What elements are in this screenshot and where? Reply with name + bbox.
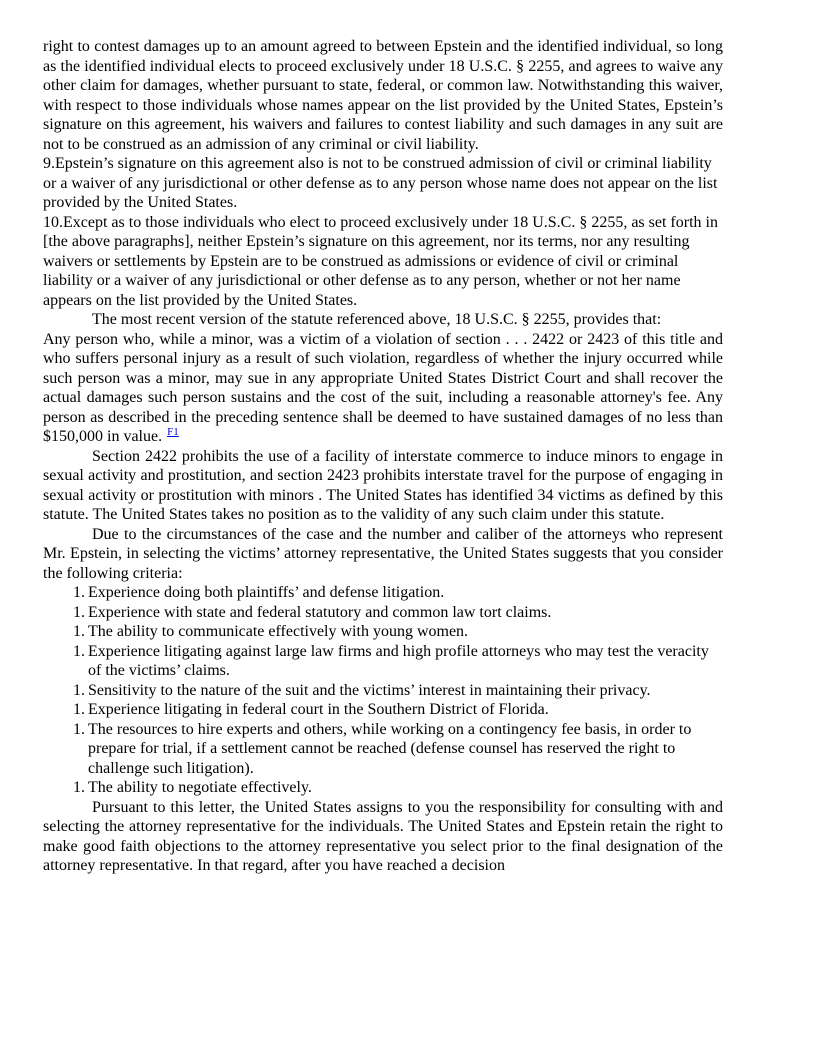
list-item [43, 700, 723, 720]
list-marker: 1. [73, 603, 85, 621]
list-marker: 1. [73, 720, 85, 738]
body-paragraph-section-2422: Section 2422 prohibits the use of a facility of interstate commerce to induce minors to engage in sexual activity and prostitution, and section 2423 prohibits interstate travel for the purpose of engaging in sexual activity or prostitution with minors . The United States has identified 34 victims as defined by this statute. The United States takes no position as to the validity of any such claim under this statute. [43, 447, 723, 523]
list-item [43, 720, 723, 779]
body-paragraph-closing: Pursuant to this letter, the United States assigns to you the responsibility for consulting with and selecting the attorney representative for the individuals. The United States and Epstein retain the right to make good faith objections to the attorney representative you select prior to the final designation of the attorney representative. In that regard, after you have reached a decision [43, 798, 723, 874]
numbered-paragraph-9: 9.Epstein’s signature on this agreement also is not to be construed admission of civil or criminal liability or a waiver of any jurisdictional or other defense as to any person whose name does not appear on the list provided by the United States. [43, 155, 718, 211]
list-item [43, 681, 723, 701]
list-item-text: The ability to communicate effectively with young women. [88, 623, 469, 640]
list-item [43, 642, 723, 681]
list-item [43, 603, 723, 623]
list-item-text: Experience doing both plaintiffs’ and defense litigation. [88, 584, 445, 601]
list-item-text: Sensitivity to the nature of the suit and the victims’ interest in maintaining their privacy. [88, 681, 651, 699]
statute-quote-paragraph [43, 330, 723, 447]
body-paragraph-criteria-intro: Due to the circumstances of the case and the number and caliber of the attorneys who represent Mr. Epstein, in selecting the victims’ attorney representative, the United States suggests that you consider the following criteria: [43, 525, 723, 582]
list-item-text: Experience litigating in federal court in the Southern District of Florida. [88, 701, 549, 718]
list-item-text: Experience litigating against large law firms and high profile attorneys who may test the veracity of the victims’ claims. [88, 642, 709, 679]
numbered-paragraph-10: 10.Except as to those individuals who elect to proceed exclusively under 18 U.S.C. § 2255, as set forth in [the above paragraphs], neither Epstein’s signature on this agreement, nor its terms, nor any resulting waivers or settlements by Epstein are to be construed as admissions or evidence of civil or criminal liability or a waiver of any jurisdictional or other defense as to any person, whether or not her name appears on the list provided by the United States. [43, 213, 718, 309]
list-marker: 1. [73, 701, 85, 718]
list-marker: 1. [73, 681, 85, 699]
list-item [43, 778, 723, 798]
continuation-paragraph: right to contest damages up to an amount agreed to between Epstein and the identified individual, so long as the identified individual elects to proceed exclusively under 18 U.S.C. § 2255, and agrees to waive any other claim for damages, whether pursuant to state, federal, or common law. Notwithstanding this waiver, with respect to those individuals whose names appear on the list provided by the United States, Epstein’s signature on this agreement, his waivers and failures to contest liability and such damages in any suit are not to be construed as an admission of any criminal or civil liability. [43, 38, 723, 153]
list-marker: 1. [73, 779, 85, 796]
list-item-text: The resources to hire experts and others, while working on a contingency fee basis, in order to prepare for trial, if a settlement cannot be reached (defense counsel has reserved the right to challenge such litigation). [88, 720, 692, 777]
list-item-text: Experience with state and federal statutory and common law tort claims. [88, 603, 552, 621]
statute-quote-text: Any person who, while a minor, was a victim of a violation of section . . . 2422 or 2423 of this title and who suffers personal injury as a result of such violation, regardless of whether the injury occurred while such person was a minor, may sue in any appropriate United States District Court and shall recover the actual damages such person sustains and the cost of the suit, including a reasonable attorney's fee. Any person as described in the preceding sentence shall be deemed to have sustained damages of no less than $150,000 in value. [43, 330, 723, 445]
list-marker: 1. [73, 623, 85, 640]
list-item-text: The ability to negotiate effectively. [88, 779, 312, 796]
footnote-ref-link[interactable]: F1 [167, 426, 179, 438]
list-marker: 1. [73, 642, 85, 660]
criteria-list [43, 583, 723, 798]
list-item [43, 622, 723, 642]
list-item [43, 583, 723, 603]
statute-intro-paragraph: The most recent version of the statute referenced above, 18 U.S.C. § 2255, provides that: [92, 311, 662, 328]
list-marker: 1. [73, 584, 85, 601]
